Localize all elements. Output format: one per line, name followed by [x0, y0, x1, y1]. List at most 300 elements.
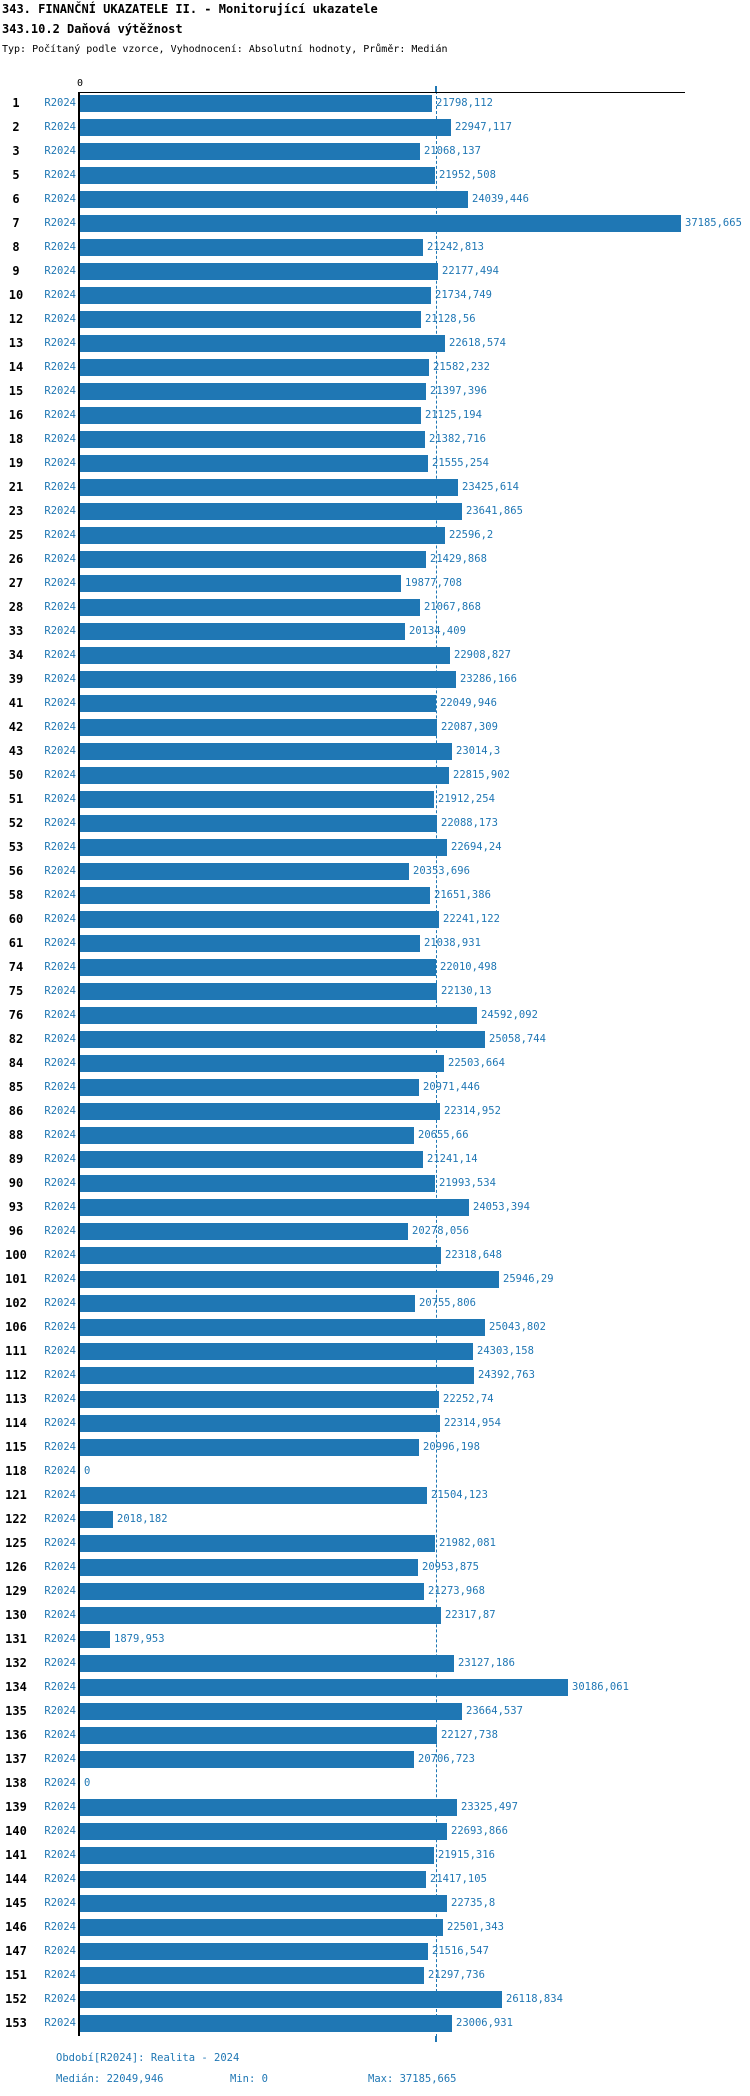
period-label: R2024 — [44, 937, 76, 949]
bar — [80, 359, 429, 376]
row-number: 129 — [5, 1584, 27, 1598]
value-label: 1879,953 — [114, 1633, 165, 1645]
row-number: 5 — [12, 168, 20, 182]
period-label: R2024 — [44, 1681, 76, 1693]
bar — [80, 1151, 423, 1168]
value-label: 23014,3 — [456, 745, 501, 757]
bar — [80, 719, 437, 736]
period-label: R2024 — [44, 1873, 76, 1885]
bar-row — [0, 1103, 750, 1120]
bar — [80, 1439, 419, 1456]
period-label: R2024 — [44, 481, 76, 493]
period-label: R2024 — [44, 841, 76, 853]
value-label: 20953,875 — [422, 1561, 479, 1573]
bar — [80, 119, 451, 136]
bar-row — [0, 1247, 750, 1264]
value-label: 22815,902 — [453, 769, 510, 781]
bar-row — [0, 455, 750, 472]
row-number: 10 — [8, 288, 24, 302]
bar-row — [0, 1631, 750, 1648]
bar-row — [0, 1607, 750, 1624]
period-label: R2024 — [44, 1489, 76, 1501]
period-label: R2024 — [44, 1177, 76, 1189]
bar-row — [0, 1727, 750, 1744]
row-number: 138 — [5, 1776, 27, 1790]
period-label: R2024 — [44, 1417, 76, 1429]
row-number: 53 — [8, 840, 24, 854]
row-number: 3 — [12, 144, 20, 158]
bar — [80, 1319, 485, 1336]
bar — [80, 815, 437, 832]
row-number: 9 — [12, 264, 20, 278]
value-label: 23127,186 — [458, 1657, 515, 1669]
bar — [80, 1919, 443, 1936]
bar-row — [0, 119, 750, 136]
bar — [80, 1583, 424, 1600]
value-label: 21382,716 — [429, 433, 486, 445]
value-label: 22010,498 — [440, 961, 497, 973]
bar-row — [0, 983, 750, 1000]
period-label: R2024 — [44, 1753, 76, 1765]
bar-row — [0, 1031, 750, 1048]
bar — [80, 791, 434, 808]
footer-min: Min: 0 — [230, 2073, 268, 2085]
bar-row — [0, 935, 750, 952]
row-number: 16 — [8, 408, 24, 422]
row-number: 132 — [5, 1656, 27, 1670]
bar — [80, 1799, 457, 1816]
bar — [80, 1031, 485, 1048]
row-number: 153 — [5, 2016, 27, 2030]
bar — [80, 431, 425, 448]
value-label: 25043,802 — [489, 1321, 546, 1333]
row-number: 106 — [5, 1320, 27, 1334]
page-title: 343. FINANČNÍ UKAZATELE II. - Monitorující ukazatele — [2, 2, 378, 16]
bar — [80, 1127, 414, 1144]
row-number: 82 — [8, 1032, 24, 1046]
value-label: 22908,827 — [454, 649, 511, 661]
period-label: R2024 — [44, 2017, 76, 2029]
period-label: R2024 — [44, 193, 76, 205]
bar — [80, 95, 432, 112]
bar-row — [0, 1199, 750, 1216]
value-label: 22314,952 — [444, 1105, 501, 1117]
value-label: 0 — [84, 1465, 91, 1477]
period-label: R2024 — [44, 697, 76, 709]
bar-row — [0, 167, 750, 184]
bar-row — [0, 95, 750, 112]
period-label: R2024 — [44, 145, 76, 157]
bar-row — [0, 407, 750, 424]
bar-row — [0, 1967, 750, 1984]
value-label: 2018,182 — [117, 1513, 168, 1525]
value-label: 22314,954 — [444, 1417, 501, 1429]
row-number: 125 — [5, 1536, 27, 1550]
value-label: 26118,834 — [506, 1993, 563, 2005]
period-label: R2024 — [44, 217, 76, 229]
row-number: 8 — [12, 240, 20, 254]
value-label: 24053,394 — [473, 1201, 530, 1213]
period-label: R2024 — [44, 913, 76, 925]
bar-row — [0, 1055, 750, 1072]
period-label: R2024 — [44, 1609, 76, 1621]
value-label: 22501,343 — [447, 1921, 504, 1933]
bar-row — [0, 143, 750, 160]
period-label: R2024 — [44, 337, 76, 349]
value-label: 21429,868 — [430, 553, 487, 565]
period-label: R2024 — [44, 1465, 76, 1477]
row-number: 122 — [5, 1512, 27, 1526]
row-number: 141 — [5, 1848, 27, 1862]
row-number: 89 — [8, 1152, 24, 1166]
bar — [80, 839, 447, 856]
row-number: 76 — [8, 1008, 24, 1022]
period-label: R2024 — [44, 769, 76, 781]
bar — [80, 1415, 440, 1432]
period-label: R2024 — [44, 1297, 76, 1309]
value-label: 21273,968 — [428, 1585, 485, 1597]
value-label: 0 — [84, 1777, 91, 1789]
row-number: 33 — [8, 624, 24, 638]
period-label: R2024 — [44, 1225, 76, 1237]
bar — [80, 551, 426, 568]
bar — [80, 959, 436, 976]
value-label: 21734,749 — [435, 289, 492, 301]
bar — [80, 1271, 499, 1288]
value-label: 22049,946 — [440, 697, 497, 709]
bar — [80, 599, 420, 616]
bar-row — [0, 1295, 750, 1312]
value-label: 21504,123 — [431, 1489, 488, 1501]
row-number: 102 — [5, 1296, 27, 1310]
bar — [80, 1055, 444, 1072]
bar — [80, 311, 421, 328]
period-label: R2024 — [44, 1633, 76, 1645]
bar — [80, 1559, 418, 1576]
bar — [80, 1631, 110, 1648]
period-label: R2024 — [44, 1081, 76, 1093]
axis-y-line — [78, 92, 80, 2036]
period-label: R2024 — [44, 1201, 76, 1213]
value-label: 21242,813 — [427, 241, 484, 253]
period-label: R2024 — [44, 1729, 76, 1741]
value-label: 22947,117 — [455, 121, 512, 133]
value-label: 21417,105 — [430, 1873, 487, 1885]
bar — [80, 383, 426, 400]
value-label: 37185,665 — [685, 217, 742, 229]
value-label: 20755,806 — [419, 1297, 476, 1309]
row-number: 7 — [12, 216, 20, 230]
period-label: R2024 — [44, 889, 76, 901]
bar — [80, 1391, 439, 1408]
period-label: R2024 — [44, 577, 76, 589]
row-number: 152 — [5, 1992, 27, 2006]
period-label: R2024 — [44, 1441, 76, 1453]
bar — [80, 455, 428, 472]
bar — [80, 647, 450, 664]
period-label: R2024 — [44, 721, 76, 733]
value-label: 21067,868 — [424, 601, 481, 613]
row-number: 27 — [8, 576, 24, 590]
period-label: R2024 — [44, 1657, 76, 1669]
period-label: R2024 — [44, 1921, 76, 1933]
bar — [80, 1007, 477, 1024]
row-number: 111 — [5, 1344, 27, 1358]
row-number: 88 — [8, 1128, 24, 1142]
row-number: 121 — [5, 1488, 27, 1502]
bar — [80, 1487, 427, 1504]
bar — [80, 1823, 447, 1840]
value-label: 21128,56 — [425, 313, 476, 325]
chart-meta-line: Typ: Počítaný podle vzorce, Vyhodnocení: Absolutní hodnoty, Průměr: Medián — [2, 44, 448, 55]
row-number: 114 — [5, 1416, 27, 1430]
value-label: 22694,24 — [451, 841, 502, 853]
bar-row — [0, 1175, 750, 1192]
row-number: 56 — [8, 864, 24, 878]
value-label: 21516,547 — [432, 1945, 489, 1957]
bar-row — [0, 335, 750, 352]
row-number: 19 — [8, 456, 24, 470]
value-label: 30186,061 — [572, 1681, 629, 1693]
value-label: 23664,537 — [466, 1705, 523, 1717]
bar-row — [0, 959, 750, 976]
row-number: 60 — [8, 912, 24, 926]
bar-row — [0, 1583, 750, 1600]
row-number: 2 — [12, 120, 20, 134]
bar-row — [0, 239, 750, 256]
bar — [80, 263, 438, 280]
row-number: 137 — [5, 1752, 27, 1766]
row-number: 90 — [8, 1176, 24, 1190]
period-label: R2024 — [44, 553, 76, 565]
bar — [80, 1367, 474, 1384]
bar — [80, 1895, 447, 1912]
value-label: 23286,166 — [460, 673, 517, 685]
bar — [80, 767, 449, 784]
row-number: 42 — [8, 720, 24, 734]
value-label: 21952,508 — [439, 169, 496, 181]
bar-row — [0, 359, 750, 376]
bar — [80, 407, 421, 424]
period-label: R2024 — [44, 1129, 76, 1141]
period-label: R2024 — [44, 1825, 76, 1837]
value-label: 20134,409 — [409, 625, 466, 637]
row-number: 13 — [8, 336, 24, 350]
row-number: 39 — [8, 672, 24, 686]
bar — [80, 1079, 419, 1096]
bar — [80, 671, 456, 688]
value-label: 24039,446 — [472, 193, 529, 205]
period-label: R2024 — [44, 865, 76, 877]
value-label: 21038,931 — [424, 937, 481, 949]
period-label: R2024 — [44, 385, 76, 397]
bar — [80, 239, 423, 256]
row-number: 144 — [5, 1872, 27, 1886]
period-label: R2024 — [44, 1993, 76, 2005]
bar — [80, 983, 437, 1000]
period-label: R2024 — [44, 985, 76, 997]
footer-period-line: Období[R2024]: Realita - 2024 — [56, 2052, 240, 2064]
period-label: R2024 — [44, 1105, 76, 1117]
period-label: R2024 — [44, 793, 76, 805]
bar-row — [0, 911, 750, 928]
bar — [80, 1847, 434, 1864]
bar-row — [0, 1775, 750, 1792]
bar-row — [0, 1439, 750, 1456]
row-number: 134 — [5, 1680, 27, 1694]
bar-row — [0, 527, 750, 544]
bar-row — [0, 1991, 750, 2008]
period-label: R2024 — [44, 1945, 76, 1957]
bar — [80, 575, 401, 592]
bar — [80, 935, 420, 952]
bar-row — [0, 887, 750, 904]
period-label: R2024 — [44, 649, 76, 661]
row-number: 28 — [8, 600, 24, 614]
bar — [80, 143, 420, 160]
bar-row — [0, 503, 750, 520]
bar-row — [0, 863, 750, 880]
period-label: R2024 — [44, 601, 76, 613]
bar-row — [0, 1535, 750, 1552]
bar-row — [0, 1919, 750, 1936]
bar-row — [0, 1079, 750, 1096]
bar — [80, 1991, 502, 2008]
period-label: R2024 — [44, 1969, 76, 1981]
value-label: 20353,696 — [413, 865, 470, 877]
bar — [80, 863, 409, 880]
bar — [80, 287, 431, 304]
bar-row — [0, 671, 750, 688]
bar-row — [0, 1847, 750, 1864]
value-label: 22127,738 — [441, 1729, 498, 1741]
bar — [80, 1223, 408, 1240]
bar-row — [0, 2015, 750, 2032]
bar-row — [0, 815, 750, 832]
value-label: 21582,232 — [433, 361, 490, 373]
bar-row — [0, 551, 750, 568]
bar-row — [0, 695, 750, 712]
value-label: 22503,664 — [448, 1057, 505, 1069]
bar — [80, 1247, 441, 1264]
period-label: R2024 — [44, 1585, 76, 1597]
period-label: R2024 — [44, 289, 76, 301]
bar — [80, 887, 430, 904]
value-label: 25946,29 — [503, 1273, 554, 1285]
period-label: R2024 — [44, 97, 76, 109]
row-number: 51 — [8, 792, 24, 806]
value-label: 21297,736 — [428, 1969, 485, 1981]
row-number: 23 — [8, 504, 24, 518]
axis-zero-label: 0 — [76, 78, 84, 89]
value-label: 22317,87 — [445, 1609, 496, 1621]
bar — [80, 527, 445, 544]
period-label: R2024 — [44, 169, 76, 181]
value-label: 20278,056 — [412, 1225, 469, 1237]
period-label: R2024 — [44, 673, 76, 685]
period-label: R2024 — [44, 1801, 76, 1813]
median-tick-bottom — [435, 2036, 437, 2042]
value-label: 21125,194 — [425, 409, 482, 421]
row-number: 85 — [8, 1080, 24, 1094]
row-number: 151 — [5, 1968, 27, 1982]
row-number: 139 — [5, 1800, 27, 1814]
value-label: 22241,122 — [443, 913, 500, 925]
period-label: R2024 — [44, 1345, 76, 1357]
bar-row — [0, 743, 750, 760]
bar — [80, 1511, 113, 1528]
bar-row — [0, 767, 750, 784]
bar — [80, 1703, 462, 1720]
value-label: 22693,866 — [451, 1825, 508, 1837]
value-label: 21798,112 — [436, 97, 493, 109]
bar — [80, 1199, 469, 1216]
value-label: 21982,081 — [439, 1537, 496, 1549]
period-label: R2024 — [44, 409, 76, 421]
bar-row — [0, 599, 750, 616]
period-label: R2024 — [44, 241, 76, 253]
period-label: R2024 — [44, 961, 76, 973]
row-number: 126 — [5, 1560, 27, 1574]
value-label: 21068,137 — [424, 145, 481, 157]
value-label: 21397,396 — [430, 385, 487, 397]
value-label: 20971,446 — [423, 1081, 480, 1093]
bar-row — [0, 1127, 750, 1144]
bar — [80, 1967, 424, 1984]
bar-row — [0, 191, 750, 208]
row-number: 1 — [12, 96, 20, 110]
bar — [80, 335, 445, 352]
value-label: 22087,309 — [441, 721, 498, 733]
bar-row — [0, 1271, 750, 1288]
bar — [80, 1943, 428, 1960]
row-number: 140 — [5, 1824, 27, 1838]
row-number: 43 — [8, 744, 24, 758]
value-label: 19877,708 — [405, 577, 462, 589]
period-label: R2024 — [44, 1249, 76, 1261]
period-label: R2024 — [44, 1153, 76, 1165]
row-number: 26 — [8, 552, 24, 566]
bar — [80, 503, 462, 520]
period-label: R2024 — [44, 361, 76, 373]
bar-row — [0, 1703, 750, 1720]
row-number: 147 — [5, 1944, 27, 1958]
bar-row — [0, 431, 750, 448]
bar-row — [0, 1895, 750, 1912]
bar-row — [0, 479, 750, 496]
bar-row — [0, 287, 750, 304]
footer-median: Medián: 22049,946 — [56, 2073, 164, 2085]
period-label: R2024 — [44, 1321, 76, 1333]
bar-row — [0, 1223, 750, 1240]
period-label: R2024 — [44, 1777, 76, 1789]
value-label: 22618,574 — [449, 337, 506, 349]
bar-row — [0, 1823, 750, 1840]
value-label: 25058,744 — [489, 1033, 546, 1045]
bar-row — [0, 791, 750, 808]
bar-row — [0, 1487, 750, 1504]
value-label: 22596,2 — [449, 529, 494, 541]
bar-row — [0, 1559, 750, 1576]
row-number: 135 — [5, 1704, 27, 1718]
period-label: R2024 — [44, 1561, 76, 1573]
period-label: R2024 — [44, 625, 76, 637]
median-tick-top — [435, 86, 437, 92]
row-number: 15 — [8, 384, 24, 398]
bar — [80, 1295, 415, 1312]
row-number: 58 — [8, 888, 24, 902]
bar — [80, 1727, 437, 1744]
